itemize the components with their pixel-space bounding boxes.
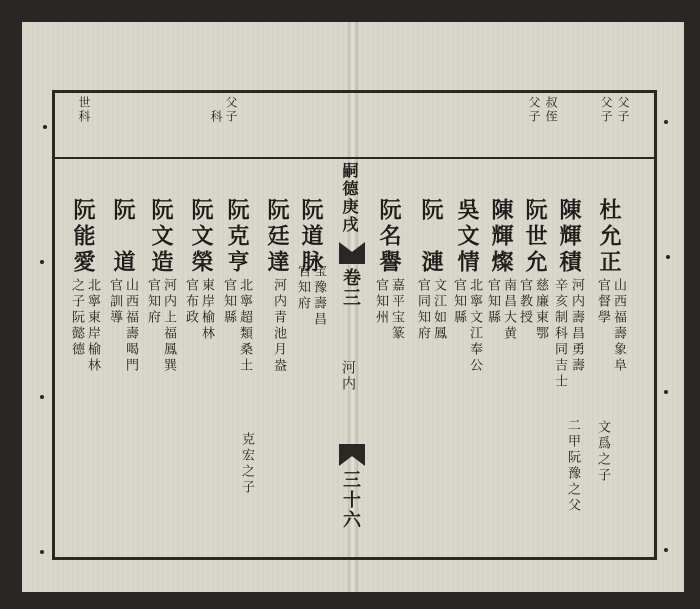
- place-label: 河内: [340, 360, 356, 392]
- volume-label: 卷三: [340, 268, 361, 308]
- header-divider: [52, 157, 657, 159]
- entry-name: 阮名譽: [376, 198, 402, 276]
- entry-name: 阮克亨: [224, 198, 250, 276]
- entry-note: 官教授: [517, 278, 532, 326]
- header-label: 父子: [527, 96, 541, 124]
- entry-note: 山西福壽象阜: [611, 278, 626, 374]
- entry-name: 陳輝燦: [488, 198, 514, 276]
- binding-hole: [40, 395, 44, 399]
- entry-note: 文江如鳳: [431, 278, 446, 342]
- header-label: 父子: [224, 96, 238, 124]
- entry-note: 官布政: [183, 278, 198, 326]
- entry-note: 北寧東岸榆林: [85, 278, 100, 374]
- entry-note: 河内壽昌勇壽: [569, 278, 584, 374]
- entry-note: 山西福壽喝門: [123, 278, 138, 374]
- binding-hole: [40, 550, 44, 554]
- entry-note: 東岸榆林: [199, 278, 214, 342]
- binding-hole: [43, 125, 47, 129]
- entry-note: 官知縣: [221, 278, 236, 326]
- entry-note: 嘉平宝篆: [389, 278, 404, 342]
- entry-name: 阮文榮: [188, 198, 214, 276]
- entry-note: 官訓導: [107, 278, 122, 326]
- entry-note: 官知府: [295, 264, 310, 312]
- header-label: 科: [209, 110, 223, 124]
- entry-note: 河内上福鳳巽: [161, 278, 176, 374]
- annotation: 二甲阮豫之父: [565, 418, 580, 514]
- entry-note: 河内青池月盎: [271, 278, 286, 374]
- entry-name: 阮世允: [522, 198, 548, 276]
- entry-name: 阮 漣: [418, 198, 444, 276]
- header-label: 父子: [616, 96, 630, 124]
- entry-note: 宝豫壽昌: [311, 264, 326, 328]
- entry-name: 陳輝積: [556, 198, 582, 276]
- annotation: 文爲之子: [595, 420, 610, 484]
- annotation: 克宏之子: [239, 432, 254, 496]
- entry-name: 阮廷達: [264, 198, 290, 276]
- entry-note: 官知縣: [451, 278, 466, 326]
- entry-name: 阮 道: [110, 198, 136, 276]
- entry-note: 慈廉東鄂: [533, 278, 548, 342]
- header-label: 叔侄: [544, 96, 558, 124]
- binding-hole: [666, 255, 670, 259]
- entry-note: 北寧超類桑土: [237, 278, 252, 374]
- entry-note: 官督學: [595, 278, 610, 326]
- entry-note: 南昌大黄: [501, 278, 516, 342]
- entry-note: 官知府: [145, 278, 160, 326]
- binding-hole: [664, 390, 668, 394]
- entry-note: 官知州: [373, 278, 388, 326]
- entry-name: 阮道脉: [298, 198, 324, 276]
- entry-note: 官同知府: [415, 278, 430, 342]
- entry-name: 阮文造: [148, 198, 174, 276]
- entry-name: 阮能愛: [70, 198, 96, 276]
- binding-hole: [664, 548, 668, 552]
- entry-name: 杜允正: [596, 198, 622, 276]
- page-number: 三十六: [340, 470, 361, 530]
- entry-note: 北寧文江奉公: [467, 278, 482, 374]
- binding-hole: [664, 120, 668, 124]
- binding-hole: [40, 260, 44, 264]
- center-title: 嗣德庚戌: [340, 162, 359, 234]
- entry-name: 吳文情: [454, 198, 480, 276]
- entry-note: 辛亥制科同吉士: [552, 278, 567, 390]
- header-label: 世科: [77, 96, 91, 124]
- header-label: 父子: [599, 96, 613, 124]
- entry-note: 之子阮懿德: [69, 278, 84, 358]
- entry-note: 官知縣: [485, 278, 500, 326]
